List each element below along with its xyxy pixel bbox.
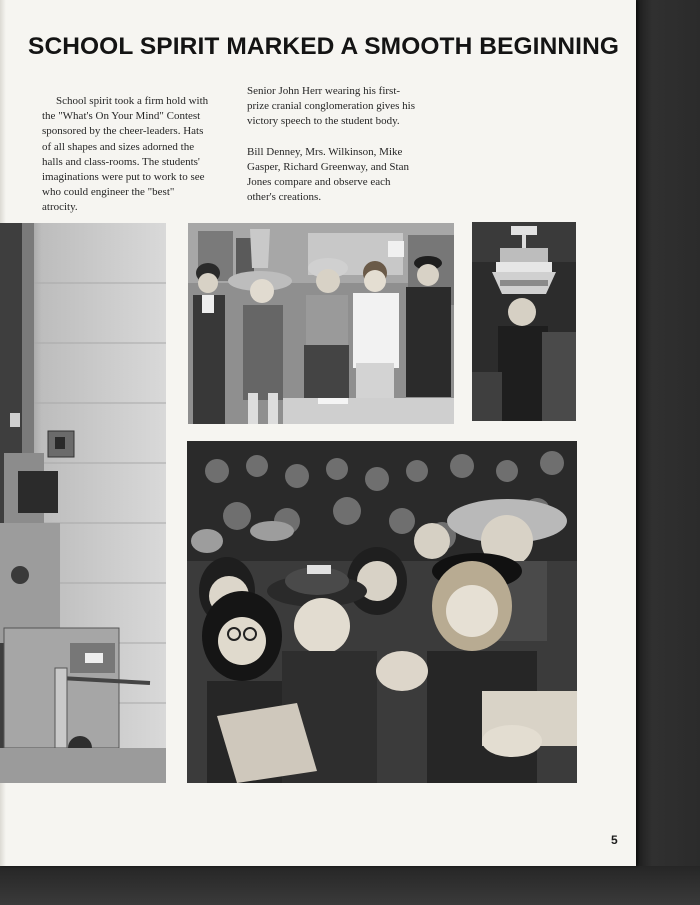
- caption-john-herr: Senior John Herr wearing his first-prize cranial conglomeration gives his victory speech to the student body.: [247, 85, 415, 128]
- photo-group-with-hats: [188, 223, 454, 424]
- body-text-column: [42, 94, 212, 216]
- caption-group: Bill Denney, Mrs. Wilkinson, Mike Gasper, Richard Greenway, and Stan Jones compare and observe each other's creations.: [247, 145, 409, 204]
- scanner-background-bottom: [0, 866, 700, 905]
- page-number: 5: [611, 833, 618, 847]
- photo-crowd-student-body: [187, 441, 577, 783]
- captions-column: [247, 84, 422, 205]
- photo-john-herr-hat: [472, 222, 576, 421]
- page-title: SCHOOL SPIRIT MARKED A SMOOTH BEGINNING: [28, 33, 620, 60]
- scanner-background-right: [636, 0, 700, 905]
- photo-hallway-equipment: [0, 223, 166, 783]
- body-paragraph: School spirit took a firm hold with the "What's On Your Mind" Contest sponsored by the cheer-leaders. Hats of all shapes and sizes adorned the halls and class-rooms. The students' imaginations were put to work to see who could engineer the "best" atrocity.: [42, 95, 209, 214]
